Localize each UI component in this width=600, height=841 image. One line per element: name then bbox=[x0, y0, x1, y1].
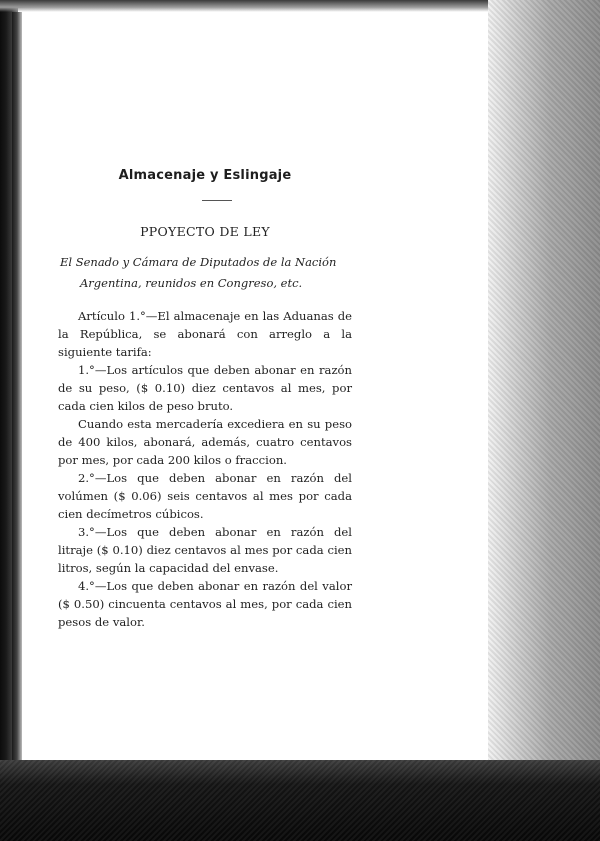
preamble bbox=[60, 252, 352, 294]
title-divider bbox=[202, 200, 232, 201]
article-paragraph: 4.°—Los que deben abonar en razón del valor ($ 0.50) cincuenta centavos al mes, por cada cien pesos de valor. bbox=[58, 579, 352, 629]
page-title: Almacenaje y Eslingaje bbox=[118, 168, 292, 183]
article-paragraph: 3.°—Los que deben abonar en razón del litraje ($ 0.10) diez centavos al mes por cada cien litros, según la capacidad del envase. bbox=[58, 525, 352, 575]
preamble-line-1: El Senado y Cámara de Diputados de la Nación bbox=[60, 255, 337, 269]
preamble-line-2: Argentina, reunidos en Congreso, etc. bbox=[80, 276, 303, 290]
article-paragraph: Artículo 1.°—El almacenaje en las Aduanas de la República, se abonará con arreglo a la siguiente tarifa: bbox=[58, 309, 352, 359]
right-scan-shadow bbox=[488, 0, 600, 841]
bottom-scan-shadow bbox=[0, 760, 600, 841]
article-paragraph: 2.°—Los que deben abonar en razón del volúmen ($ 0.06) seis centavos al mes por cada cien decímetros cúbicos. bbox=[58, 471, 352, 521]
article-body bbox=[58, 307, 352, 631]
page-binding-edge bbox=[12, 12, 22, 772]
article-paragraph: 1.°—Los artículos que deben abonar en razón de su peso, ($ 0.10) diez centavos al mes, por cada cien kilos de peso bruto. bbox=[58, 363, 352, 413]
section-subtitle: PPOYECTO DE LEY bbox=[140, 224, 270, 239]
article-paragraph: Cuando esta mercadería excediera en su peso de 400 kilos, abonará, además, cuatro centavos por mes, por cada 200 kilos o fraccion. bbox=[58, 417, 352, 467]
